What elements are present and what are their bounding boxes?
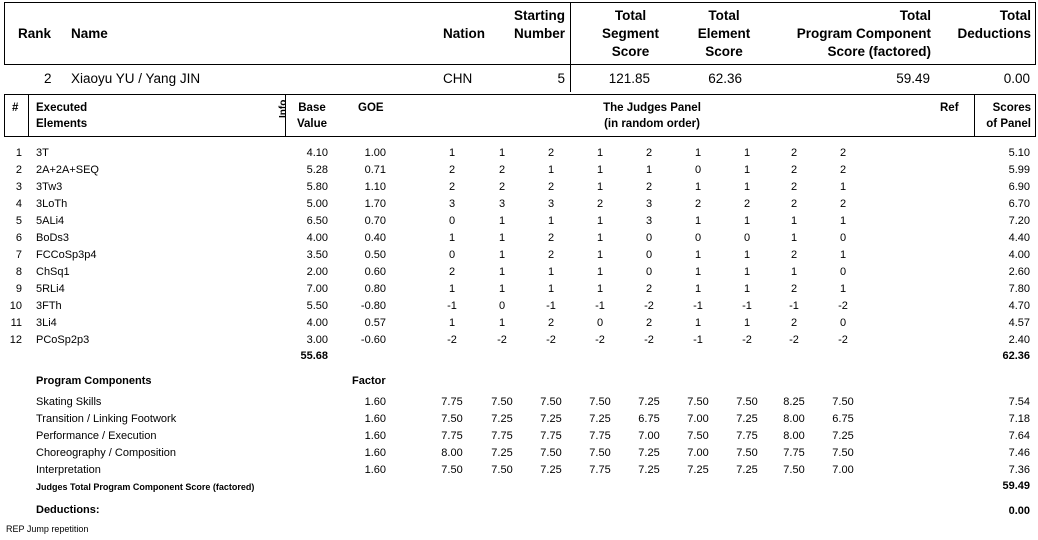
athlete-name: Xiaoyu YU / Yang JIN — [71, 71, 201, 86]
element-base-value: 7.00 — [306, 283, 328, 295]
element-judge-score: 0 — [448, 215, 456, 227]
element-base-value: 3.00 — [306, 334, 328, 346]
element-base-value: 3.50 — [306, 249, 328, 261]
executed-elements-header: Executed Elements — [36, 102, 88, 130]
nation-header: Nation — [443, 26, 485, 41]
component-judge-score: 7.25 — [491, 447, 513, 459]
component-judge-score: 7.75 — [540, 430, 562, 442]
element-judge-score: 1 — [498, 317, 506, 329]
footnote: REP Jump repetition — [6, 524, 89, 534]
element-judge-score: 1 — [596, 164, 604, 176]
element-judge-score: 2 — [839, 147, 847, 159]
component-judge-score: 7.75 — [441, 430, 463, 442]
element-judge-score: 1 — [645, 164, 653, 176]
element-judge-score: 0 — [596, 317, 604, 329]
element-judge-score: 1 — [596, 266, 604, 278]
element-judge-score: 3 — [498, 198, 506, 210]
component-judge-score: 7.50 — [832, 396, 854, 408]
element-judge-score: 1 — [839, 249, 847, 261]
component-judge-score: 7.25 — [736, 413, 758, 425]
element-panel-score: 6.70 — [1008, 198, 1030, 210]
starting-number-header: Starting Number — [513, 8, 565, 41]
component-factor: 1.60 — [364, 430, 386, 442]
element-judge-score: 1 — [694, 283, 702, 295]
element-judge-score: 3 — [547, 198, 555, 210]
element-judge-score: 2 — [448, 181, 456, 193]
element-judge-score: 1 — [448, 317, 456, 329]
element-name: ChSq1 — [36, 266, 70, 278]
element-judge-score: 2 — [547, 232, 555, 244]
elements-total-score: 62.36 — [1002, 350, 1030, 362]
element-base-value: 4.10 — [306, 147, 328, 159]
component-name: Skating Skills — [36, 396, 102, 408]
element-name: PCoSp2p3 — [36, 334, 90, 346]
component-name: Interpretation — [36, 464, 101, 476]
component-judge-score: 8.00 — [441, 447, 463, 459]
element-panel-score: 6.90 — [1008, 181, 1030, 193]
component-judge-score: 7.50 — [736, 396, 758, 408]
element-judge-score: 1 — [547, 164, 555, 176]
base-value-header: Base Value — [296, 102, 328, 130]
element-judge-score: 2 — [596, 198, 604, 210]
element-num: 7 — [15, 249, 22, 261]
elements-header-box — [4, 94, 1036, 137]
component-factor: 1.60 — [364, 413, 386, 425]
component-judge-score: 7.50 — [832, 447, 854, 459]
athlete-rank: 2 — [44, 71, 52, 86]
total-pcs-header: Total Program Component Score (factored) — [796, 8, 931, 59]
element-judge-score: 1 — [694, 181, 702, 193]
element-judge-score: 1 — [694, 215, 702, 227]
component-judge-score: 7.50 — [687, 396, 709, 408]
component-judge-score: 7.25 — [687, 464, 709, 476]
element-goe: 0.70 — [364, 215, 386, 227]
component-judge-score: 6.75 — [638, 413, 660, 425]
rank-header: Rank — [18, 26, 52, 41]
element-judge-score: 2 — [645, 283, 653, 295]
component-judge-score: 7.00 — [638, 430, 660, 442]
component-judge-score: 7.25 — [638, 447, 660, 459]
element-goe: 1.00 — [364, 147, 386, 159]
element-judge-score: 1 — [448, 147, 456, 159]
element-judge-score: 1 — [547, 283, 555, 295]
element-panel-score: 2.60 — [1008, 266, 1030, 278]
element-judge-score: 1 — [498, 147, 506, 159]
element-judge-score: 1 — [694, 317, 702, 329]
element-goe: 0.57 — [364, 317, 386, 329]
element-goe: 0.40 — [364, 232, 386, 244]
element-judge-score: 1 — [839, 215, 847, 227]
component-judge-score: 7.50 — [491, 396, 513, 408]
program-components-title: Program Components — [36, 375, 152, 387]
element-judge-score: 1 — [839, 181, 847, 193]
component-panel-score: 7.46 — [1008, 447, 1030, 459]
element-judge-score: 0 — [448, 249, 456, 261]
element-base-value: 5.28 — [306, 164, 328, 176]
element-judge-score: 1 — [743, 249, 751, 261]
athlete-total-element-score: 62.36 — [708, 71, 742, 86]
element-judge-score: 2 — [498, 181, 506, 193]
element-name: 5RLi4 — [36, 283, 65, 295]
name-header: Name — [71, 26, 108, 41]
element-judge-score: -2 — [447, 334, 457, 346]
element-base-value: 2.00 — [306, 266, 328, 278]
deductions-label: Deductions: — [36, 504, 100, 516]
element-panel-score: 4.70 — [1008, 300, 1030, 312]
component-judge-score: 7.75 — [736, 430, 758, 442]
scores-of-panel-header: Scores of Panel — [986, 102, 1031, 130]
component-judge-score: 8.00 — [783, 413, 805, 425]
element-name: 3T — [36, 147, 49, 159]
athlete-nation: CHN — [443, 71, 473, 86]
total-element-score-header: Total Element Score — [697, 8, 751, 59]
component-judge-score: 8.25 — [783, 396, 805, 408]
element-judge-score: 1 — [448, 232, 456, 244]
element-judge-score: 0 — [694, 164, 702, 176]
element-name: 3Tw3 — [36, 181, 63, 193]
element-judge-score: -2 — [595, 334, 605, 346]
element-num: 10 — [9, 300, 22, 312]
element-judge-score: 0 — [839, 266, 847, 278]
element-judge-score: 1 — [596, 249, 604, 261]
element-judge-score: 2 — [498, 164, 506, 176]
component-judge-score: 7.25 — [540, 464, 562, 476]
element-judge-score: 2 — [790, 283, 798, 295]
element-judge-score: 0 — [694, 232, 702, 244]
element-name: BoDs3 — [36, 232, 70, 244]
component-judge-score: 7.25 — [736, 464, 758, 476]
component-name: Performance / Execution — [36, 430, 157, 442]
element-name: 2A+2A+SEQ — [36, 164, 99, 176]
pcs-total-label: Judges Total Program Component Score (factored) — [36, 482, 255, 492]
component-judge-score: 7.50 — [540, 396, 562, 408]
element-judge-score: 1 — [694, 249, 702, 261]
component-judge-score: 7.50 — [589, 447, 611, 459]
element-judge-score: 1 — [743, 147, 751, 159]
element-judge-score: 1 — [694, 147, 702, 159]
element-goe: -0.60 — [360, 334, 386, 346]
element-num: 3 — [15, 181, 22, 193]
element-judge-score: -1 — [693, 334, 703, 346]
component-judge-score: 7.00 — [687, 413, 709, 425]
component-panel-score: 7.64 — [1008, 430, 1030, 442]
element-base-value: 6.50 — [306, 215, 328, 227]
factor-header: Factor — [352, 375, 386, 387]
element-judge-score: 1 — [498, 215, 506, 227]
component-judge-score: 7.50 — [491, 464, 513, 476]
element-judge-score: 1 — [743, 283, 751, 295]
element-judge-score: 2 — [547, 317, 555, 329]
component-panel-score: 7.36 — [1008, 464, 1030, 476]
component-judge-score: 7.50 — [736, 447, 758, 459]
goe-header: GOE — [358, 102, 384, 114]
element-judge-score: 2 — [645, 181, 653, 193]
element-judge-score: 1 — [743, 164, 751, 176]
element-name: 3FTh — [36, 300, 62, 312]
element-judge-score: 1 — [498, 232, 506, 244]
element-num: 8 — [15, 266, 22, 278]
element-panel-score: 7.20 — [1008, 215, 1030, 227]
element-name: 5ALi4 — [36, 215, 65, 227]
divider-num — [28, 94, 29, 137]
element-judge-score: 0 — [645, 232, 653, 244]
element-num: 9 — [15, 283, 22, 295]
component-judge-score: 6.75 — [832, 413, 854, 425]
element-judge-score: 2 — [790, 198, 798, 210]
element-judge-score: -2 — [742, 334, 752, 346]
judges-panel-header: The Judges Panel (in random order) — [603, 102, 701, 130]
element-goe: 0.71 — [364, 164, 386, 176]
component-judge-score: 7.00 — [832, 464, 854, 476]
element-judge-score: 2 — [790, 249, 798, 261]
element-judge-score: 1 — [547, 266, 555, 278]
component-factor: 1.60 — [364, 447, 386, 459]
summary-divider-starting — [570, 2, 571, 92]
element-judge-score: 1 — [498, 249, 506, 261]
element-judge-score: 1 — [498, 283, 506, 295]
element-judge-score: 1 — [839, 283, 847, 295]
element-panel-score: 4.40 — [1008, 232, 1030, 244]
element-judge-score: -1 — [546, 300, 556, 312]
element-judge-score: 0 — [645, 249, 653, 261]
component-panel-score: 7.54 — [1008, 396, 1030, 408]
element-judge-score: 1 — [498, 266, 506, 278]
element-judge-score: 0 — [839, 232, 847, 244]
element-judge-score: 2 — [547, 147, 555, 159]
athlete-starting-number: 5 — [557, 71, 565, 86]
elements-total-base: 55.68 — [300, 350, 328, 362]
element-panel-score: 4.00 — [1008, 249, 1030, 261]
component-judge-score: 7.50 — [589, 396, 611, 408]
total-deductions-header: Total Deductions — [957, 8, 1031, 41]
element-judge-score: 0 — [839, 317, 847, 329]
component-judge-score: 7.25 — [540, 413, 562, 425]
element-judge-score: 2 — [547, 181, 555, 193]
component-judge-score: 7.25 — [832, 430, 854, 442]
component-judge-score: 7.00 — [687, 447, 709, 459]
element-panel-score: 5.10 — [1008, 147, 1030, 159]
element-name: FCCoSp3p4 — [36, 249, 97, 261]
element-judge-score: 3 — [645, 198, 653, 210]
element-judge-score: 2 — [790, 164, 798, 176]
element-judge-score: 2 — [790, 147, 798, 159]
element-base-value: 4.00 — [306, 232, 328, 244]
ref-header: Ref — [940, 102, 959, 114]
element-goe: 0.60 — [364, 266, 386, 278]
element-judge-score: 2 — [790, 181, 798, 193]
element-judge-score: -1 — [742, 300, 752, 312]
component-judge-score: 7.50 — [540, 447, 562, 459]
element-panel-score: 7.80 — [1008, 283, 1030, 295]
element-judge-score: -2 — [644, 334, 654, 346]
element-judge-score: 0 — [498, 300, 506, 312]
total-segment-score-header: Total Segment Score — [601, 8, 659, 59]
element-judge-score: 1 — [790, 266, 798, 278]
element-goe: 0.80 — [364, 283, 386, 295]
element-judge-score: 1 — [743, 317, 751, 329]
element-judge-score: 1 — [743, 266, 751, 278]
element-judge-score: -1 — [447, 300, 457, 312]
component-judge-score: 7.25 — [589, 413, 611, 425]
element-judge-score: -2 — [838, 300, 848, 312]
element-judge-score: 2 — [790, 317, 798, 329]
element-judge-score: -1 — [595, 300, 605, 312]
element-num: 1 — [15, 147, 22, 159]
element-judge-score: -2 — [497, 334, 507, 346]
element-judge-score: 2 — [839, 164, 847, 176]
component-judge-score: 7.75 — [441, 396, 463, 408]
component-factor: 1.60 — [364, 464, 386, 476]
element-judge-score: -1 — [693, 300, 703, 312]
component-judge-score: 7.25 — [638, 464, 660, 476]
element-judge-score: 1 — [790, 232, 798, 244]
element-judge-score: 1 — [743, 215, 751, 227]
element-goe: -0.80 — [360, 300, 386, 312]
element-panel-score: 2.40 — [1008, 334, 1030, 346]
element-goe: 1.70 — [364, 198, 386, 210]
element-judge-score: 1 — [596, 181, 604, 193]
element-goe: 0.50 — [364, 249, 386, 261]
athlete-total-segment-score: 121.85 — [608, 71, 650, 86]
num-header: # — [12, 102, 19, 114]
component-judge-score: 7.25 — [638, 396, 660, 408]
element-judge-score: -2 — [838, 334, 848, 346]
element-judge-score: 2 — [839, 198, 847, 210]
element-base-value: 5.80 — [306, 181, 328, 193]
element-base-value: 4.00 — [306, 317, 328, 329]
element-goe: 1.10 — [364, 181, 386, 193]
element-judge-score: 2 — [743, 198, 751, 210]
element-num: 6 — [15, 232, 22, 244]
element-judge-score: 3 — [448, 198, 456, 210]
element-judge-score: 2 — [694, 198, 702, 210]
element-judge-score: 2 — [547, 249, 555, 261]
element-name: 3LoTh — [36, 198, 68, 210]
element-name: 3Li4 — [36, 317, 57, 329]
component-judge-score: 7.50 — [783, 464, 805, 476]
component-judge-score: 8.00 — [783, 430, 805, 442]
component-panel-score: 7.18 — [1008, 413, 1030, 425]
deductions-value: 0.00 — [1008, 505, 1030, 517]
element-num: 4 — [15, 198, 22, 210]
component-judge-score: 7.75 — [783, 447, 805, 459]
element-judge-score: 1 — [596, 232, 604, 244]
element-judge-score: 3 — [645, 215, 653, 227]
element-judge-score: 1 — [596, 147, 604, 159]
element-num: 2 — [15, 164, 22, 176]
element-judge-score: 1 — [790, 215, 798, 227]
component-judge-score: 7.50 — [441, 413, 463, 425]
element-judge-score: -2 — [789, 334, 799, 346]
athlete-total-deductions: 0.00 — [1003, 71, 1030, 86]
element-judge-score: 2 — [448, 266, 456, 278]
element-num: 12 — [9, 334, 22, 346]
component-judge-score: 7.75 — [491, 430, 513, 442]
element-num: 11 — [10, 317, 22, 329]
element-judge-score: 2 — [448, 164, 456, 176]
pcs-total-value: 59.49 — [1002, 480, 1030, 492]
component-name: Choreography / Composition — [36, 447, 177, 459]
element-base-value: 5.50 — [306, 300, 328, 312]
element-judge-score: 0 — [645, 266, 653, 278]
element-judge-score: 1 — [596, 283, 604, 295]
element-judge-score: -2 — [644, 300, 654, 312]
element-base-value: 5.00 — [306, 198, 328, 210]
element-judge-score: 1 — [596, 215, 604, 227]
component-judge-score: 7.75 — [589, 430, 611, 442]
element-num: 5 — [15, 215, 22, 227]
component-judge-score: 7.25 — [491, 413, 513, 425]
component-judge-score: 7.50 — [687, 430, 709, 442]
element-judge-score: 2 — [645, 147, 653, 159]
component-name: Transition / Linking Footwork — [36, 413, 177, 425]
athlete-total-pcs: 59.49 — [896, 71, 930, 86]
info-header: Info — [278, 99, 289, 118]
element-judge-score: 1 — [547, 215, 555, 227]
element-judge-score: 1 — [694, 266, 702, 278]
element-panel-score: 5.99 — [1008, 164, 1030, 176]
element-judge-score: -2 — [546, 334, 556, 346]
element-judge-score: 1 — [743, 181, 751, 193]
element-judge-score: 0 — [743, 232, 751, 244]
component-factor: 1.60 — [364, 396, 386, 408]
component-judge-score: 7.75 — [589, 464, 611, 476]
element-panel-score: 4.57 — [1008, 317, 1030, 329]
element-judge-score: -1 — [789, 300, 799, 312]
component-judge-score: 7.50 — [441, 464, 463, 476]
element-judge-score: 2 — [645, 317, 653, 329]
element-judge-score: 1 — [448, 283, 456, 295]
